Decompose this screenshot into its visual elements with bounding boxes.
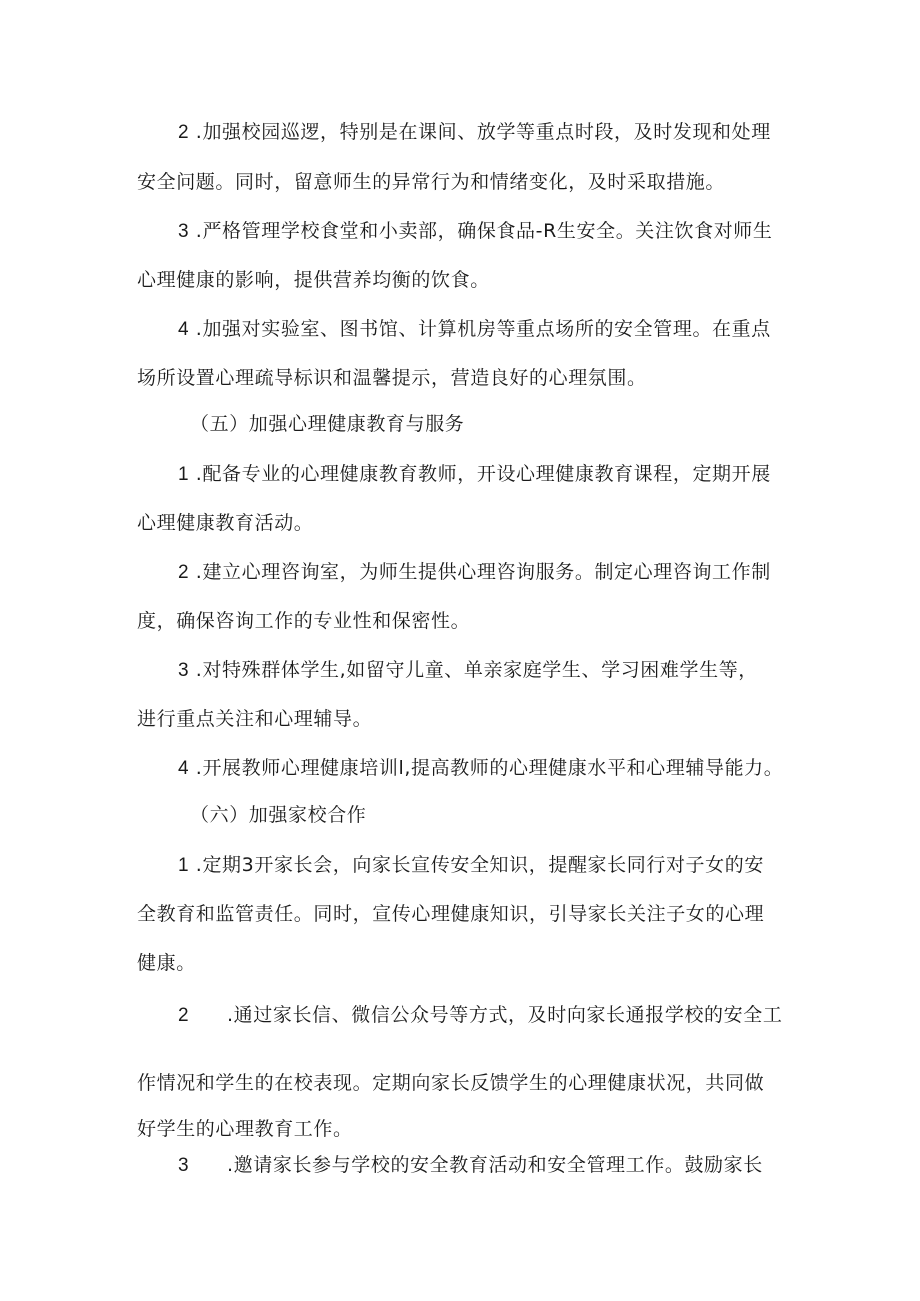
paragraph-line: 3 .严格管理学校食堂和小卖部，确保食品-R生安全。关注饮食对师生 (178, 220, 773, 242)
paragraph-line: 1 .配备专业的心理健康教育教师，开设心理健康教育课程，定期开展 (178, 463, 771, 485)
paragraph-line: 3 .邀请家长参与学校的安全教育活动和安全管理工作。鼓励家长 (178, 1154, 763, 1176)
item-number: 4 (178, 319, 190, 340)
paragraph-line: 好学生的心理教育工作。 (137, 1118, 353, 1140)
paragraph-line: 全教育和监管责任。同时，宣传心理健康知识，引导家长关注子女的心理 (137, 903, 765, 925)
paragraph-line: 度，确保咨询工作的专业性和保密性。 (137, 610, 471, 632)
paragraph-line: 2 .建立心理咨询室，为师生提供心理咨询服务。制定心理咨询工作制 (178, 561, 771, 583)
paragraph-line: 2 .加强校园巡逻，特别是在课间、放学等重点时段，及时发现和处理 (178, 121, 771, 143)
paragraph-line: 心理健康的影响，提供营养均衡的饮食。 (137, 269, 490, 291)
paragraph-line: 1 .定期3开家长会，向家长宣传安全知识，提醒家长同行对子女的安 (178, 854, 764, 876)
section-heading: （五）加强心理健康教育与服务 (190, 413, 465, 435)
item-number: 4 (178, 758, 190, 779)
item-number: 3 (178, 1155, 190, 1176)
paragraph-line: 安全问题。同时，留意师生的异常行为和情绪变化，及时采取措施。 (137, 171, 726, 193)
paragraph-line: 4 .加强对实验室、图书馆、计算机房等重点场所的安全管理。在重点 (178, 318, 771, 340)
item-number: 1 (178, 855, 190, 876)
paragraph-line: 3 .对特殊群体学生,如留守儿童、单亲家庭学生、学习困难学生等， (178, 659, 758, 681)
paragraph-line: 4 .开展教师心理健康培训l,提高教师的心理健康水平和心理辅导能力。 (178, 757, 784, 779)
section-heading: （六）加强家校合作 (190, 804, 367, 826)
item-number: 2 (178, 1005, 190, 1026)
item-number: 2 (178, 562, 190, 583)
paragraph-line: 作情况和学生的在校表现。定期向家长反馈学生的心理健康状况，共同做 (137, 1072, 765, 1094)
item-number: 1 (178, 464, 190, 485)
paragraph-line: 健康。 (137, 952, 196, 974)
paragraph-line: 心理健康教育活动。 (137, 512, 314, 534)
item-number: 3 (178, 221, 190, 242)
item-number: 3 (178, 660, 190, 681)
item-number: 2 (178, 122, 190, 143)
paragraph-line: 2 .通过家长信、微信公众号等方式，及时向家长通报学校的安全工 (178, 1004, 783, 1026)
paragraph-line: 进行重点关注和心理辅导。 (137, 708, 373, 730)
paragraph-line: 场所设置心理疏导标识和温馨提示，营造良好的心理氛围。 (137, 367, 647, 389)
